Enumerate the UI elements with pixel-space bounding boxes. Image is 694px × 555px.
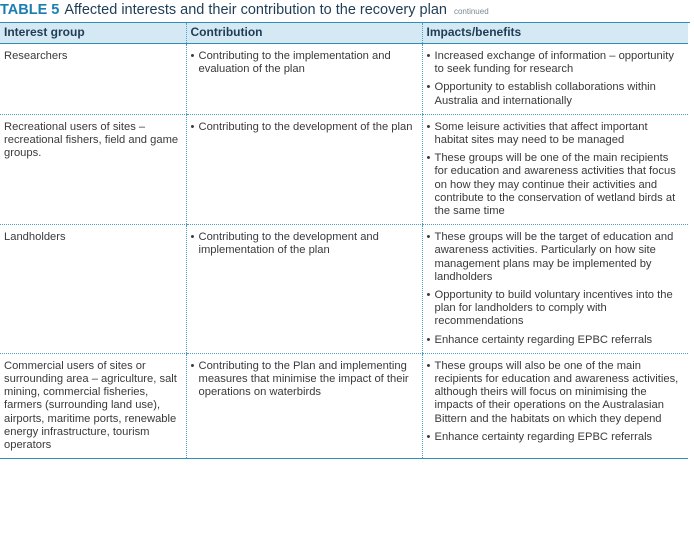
- impact-bullet: • Opportunity to build voluntary incentives into the plan for landholders to comply with recommendations: [427, 289, 685, 329]
- impact-bullet: • These groups will be one of the main recipients for education and awareness activities that focus on how they may continue their activities and contribute to the conservation of wetland birds at the same time: [427, 152, 685, 218]
- impact-bullet: • These groups will also be one of the main recipients for education and awareness activities, although theirs will focus on minimising the impacts of their operations on the Australasian Bittern and the habitats on which they depend: [427, 360, 685, 426]
- table-row: [0, 353, 688, 458]
- interest-group-cell: Landholders: [0, 225, 186, 354]
- impact-bullet: • Enhance certainty regarding EPBC referrals: [427, 334, 685, 347]
- interest-group-cell: Commercial users of sites or surrounding area – agriculture, salt mining, commercial fisheries, farmers (surrounding land use), airports, maritime ports, renewable energy infrastructure, tourism operators: [0, 353, 186, 458]
- contribution-cell: [186, 44, 422, 115]
- header-row: [0, 23, 688, 44]
- contribution-cell: [186, 114, 422, 224]
- table-title: Affected interests and their contribution to the recovery plan: [64, 2, 447, 18]
- table-caption: [0, 2, 690, 23]
- table-row: [0, 225, 688, 354]
- continued-note: continued: [453, 7, 489, 16]
- impacts-cell: [422, 225, 688, 354]
- interest-group-cell: Recreational users of sites – recreational fishers, field and game groups.: [0, 114, 186, 224]
- header-contribution: Contribution: [186, 23, 422, 44]
- impacts-cell: [422, 44, 688, 115]
- contribution-cell: [186, 353, 422, 458]
- impacts-cell: [422, 114, 688, 224]
- table-row: [0, 44, 688, 115]
- impact-bullet: • Increased exchange of information – opportunity to seek funding for research: [427, 50, 685, 76]
- contribution-bullet: • Contributing to the development of the plan: [191, 121, 418, 134]
- impact-bullet: • These groups will be the target of education and awareness activities. Particularly on how site management plans may be implemented by landholders: [427, 231, 685, 284]
- impacts-cell: [422, 353, 688, 458]
- impact-bullet: • Opportunity to establish collaborations within Australia and internationally: [427, 81, 685, 107]
- contribution-cell: [186, 225, 422, 354]
- contribution-bullet: • Contributing to the Plan and implementing measures that minimise the impact of their operations on waterbirds: [191, 360, 418, 400]
- impact-bullet: • Some leisure activities that affect important habitat sites may need to be managed: [427, 121, 685, 147]
- table-body: [0, 44, 688, 459]
- interest-group-cell: Researchers: [0, 44, 186, 115]
- contribution-bullet: • Contributing to the development and implementation of the plan: [191, 231, 418, 257]
- affected-interests-table: [0, 23, 688, 459]
- header-impacts-benefits: Impacts/benefits: [422, 23, 688, 44]
- impact-bullet: • Enhance certainty regarding EPBC referrals: [427, 431, 685, 444]
- table-number: TABLE 5: [0, 2, 60, 18]
- table-row: [0, 114, 688, 224]
- header-interest-group: Interest group: [0, 23, 186, 44]
- contribution-bullet: • Contributing to the implementation and evaluation of the plan: [191, 50, 418, 76]
